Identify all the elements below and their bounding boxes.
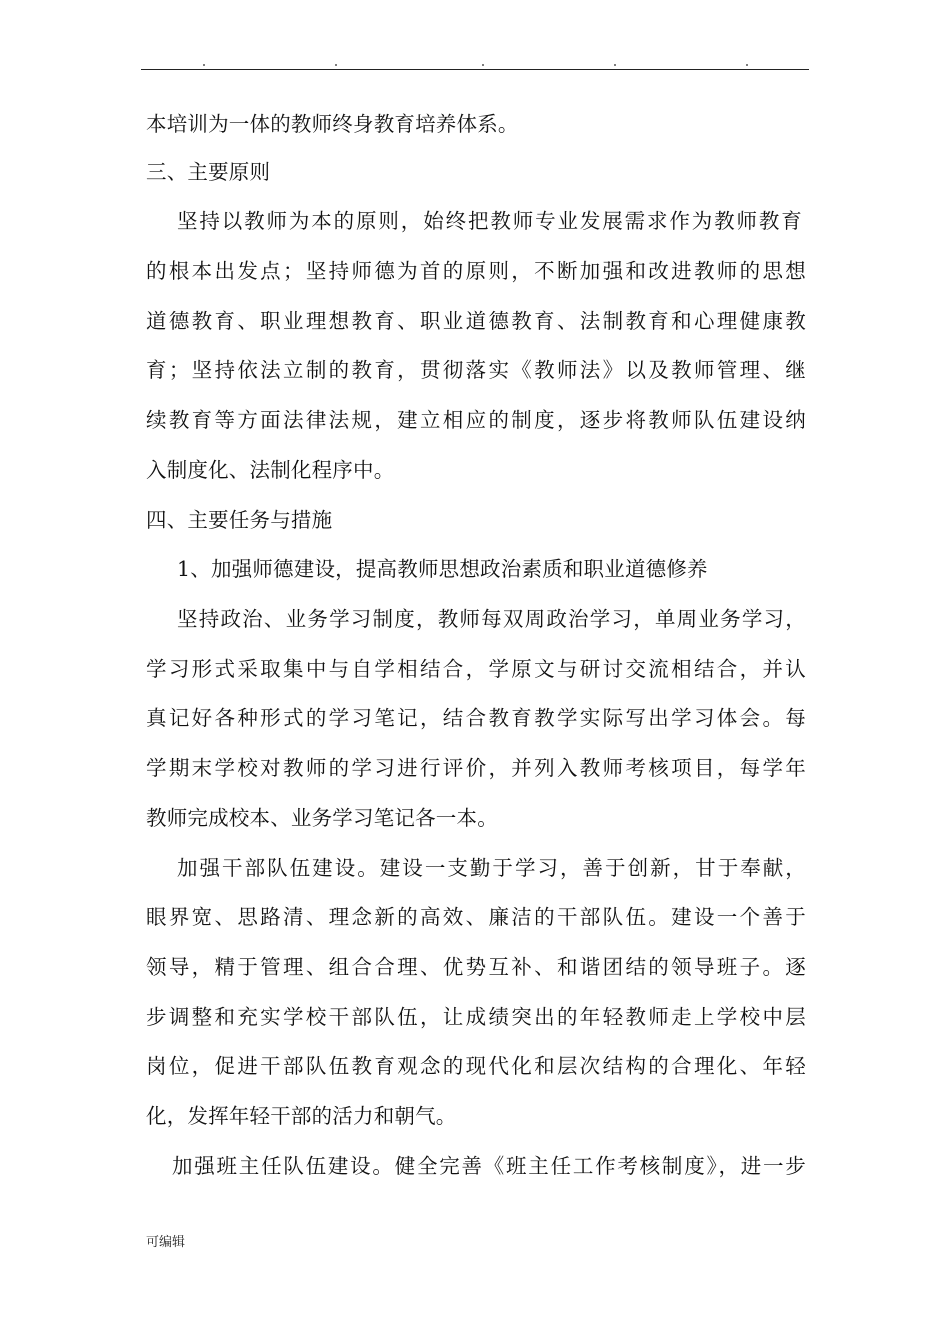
paragraph-line: 化，发挥年轻干部的活力和朝气。 — [146, 1104, 457, 1128]
section-heading: 四、主要任务与措施 — [146, 508, 333, 532]
header-rule — [141, 69, 809, 70]
paragraph-line: 坚持政治、业务学习制度，教师每双周政治学习，单周业务学习， — [177, 607, 806, 631]
header-dot — [482, 64, 484, 66]
section-heading: 三、主要原则 — [146, 160, 271, 184]
paragraph-line: 续教育等方面法律法规，建立相应的制度，逐步将教师队伍建设纳 — [146, 408, 806, 432]
paragraph-line: 领导，精于管理、组合合理、优势互补、和谐团结的领导班子。逐 — [146, 955, 806, 979]
header-dot — [335, 64, 337, 66]
header-dot — [746, 64, 748, 66]
subsection-heading: 1、加强师德建设，提高教师思想政治素质和职业道德修养 — [177, 557, 708, 581]
paragraph-line: 道德教育、职业理想教育、职业道德教育、法制教育和心理健康教 — [146, 309, 806, 333]
paragraph-line: 加强班主任队伍建设。健全完善《班主任工作考核制度》，进一步 — [172, 1154, 806, 1178]
header-dot — [614, 64, 616, 66]
header-dot — [203, 64, 205, 66]
paragraph-line: 的根本出发点；坚持师德为首的原则，不断加强和改进教师的思想 — [146, 259, 806, 283]
text-line: 本培训为一体的教师终身教育培养体系。 — [146, 112, 519, 136]
paragraph-line: 学习形式采取集中与自学相结合，学原文与研讨交流相结合，并认 — [146, 657, 806, 681]
paragraph-line: 步调整和充实学校干部队伍，让成绩突出的年轻教师走上学校中层 — [146, 1005, 806, 1029]
paragraph-line: 教师完成校本、业务学习笔记各一本。 — [146, 806, 498, 830]
paragraph-line: 入制度化、法制化程序中。 — [146, 458, 395, 482]
paragraph-line: 加强干部队伍建设。建设一支勤于学习，善于创新，甘于奉献， — [177, 856, 806, 880]
paragraph-line: 眼界宽、思路清、理念新的高效、廉洁的干部队伍。建设一个善于 — [146, 905, 806, 929]
paragraph-line: 坚持以教师为本的原则，始终把教师专业发展需求作为教师教育 — [177, 209, 802, 233]
footer-note: 可编辑 — [146, 1235, 186, 1250]
paragraph-line: 学期末学校对教师的学习进行评价，并列入教师考核项目，每学年 — [146, 756, 806, 780]
paragraph-line: 真记好各种形式的学习笔记，结合教育教学实际写出学习体会。每 — [146, 706, 806, 730]
paragraph-line: 育；坚持依法立制的教育，贯彻落实《教师法》以及教师管理、继 — [146, 358, 806, 382]
paragraph-line: 岗位，促进干部队伍教育观念的现代化和层次结构的合理化、年轻 — [146, 1054, 806, 1078]
